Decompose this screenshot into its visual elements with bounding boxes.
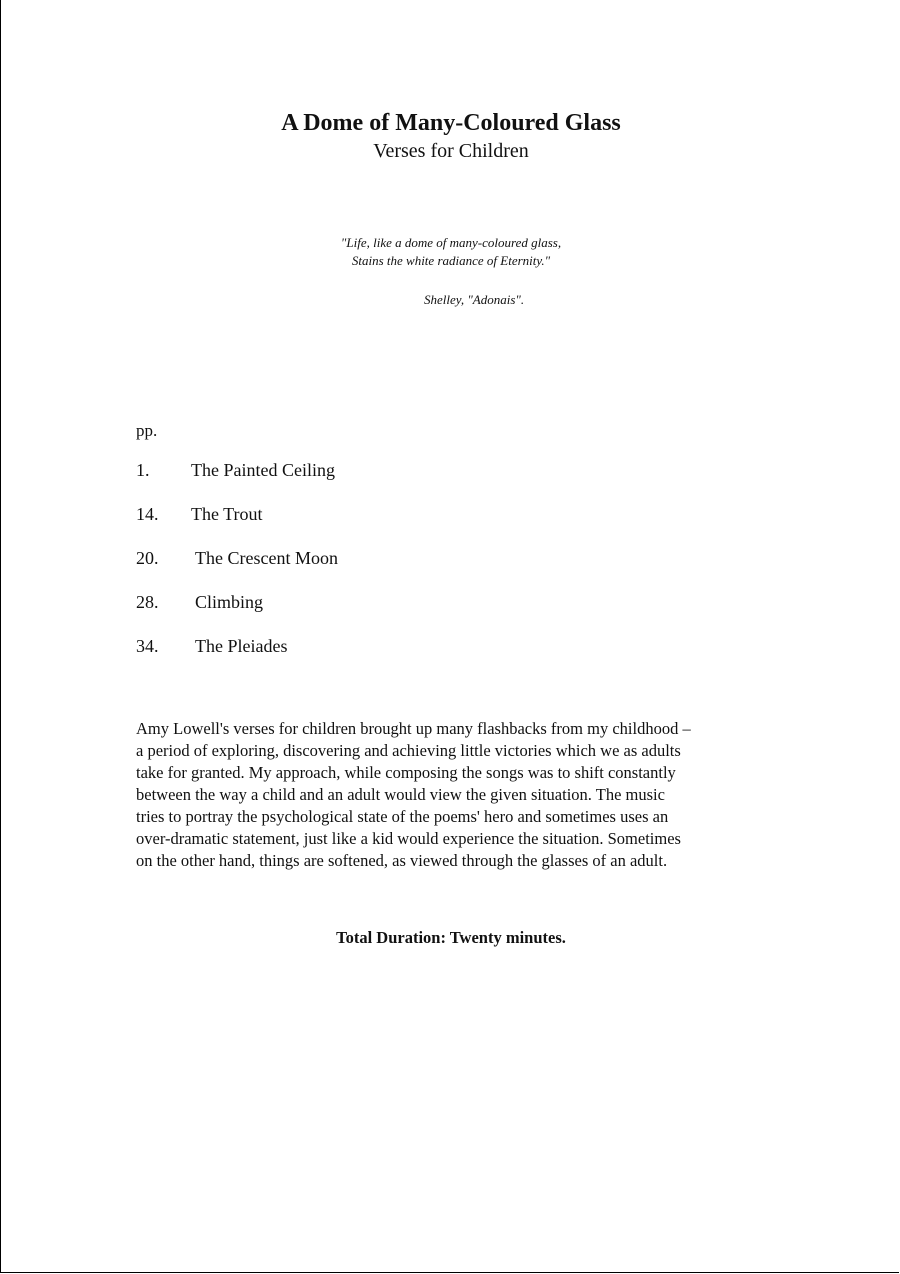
toc-page-number: 28.: [136, 592, 159, 612]
toc-entry: [136, 590, 636, 634]
toc-entry: [136, 458, 636, 502]
toc-title: The Painted Ceiling: [191, 460, 335, 480]
toc-title: The Pleiades: [195, 636, 288, 656]
toc-title: Climbing: [195, 592, 264, 612]
toc-title: The Trout: [191, 504, 263, 524]
description-line: between the way a child and an adult would view the given situation. The music: [136, 785, 665, 804]
epigraph-line: Stains the white radiance of Eternity.": [351, 253, 551, 268]
description-line: tries to portray the psychological state of the poems' hero and sometimes uses an: [136, 807, 669, 826]
table-of-contents: [136, 458, 636, 678]
epigraph-line: "Life, like a dome of many-coloured glass,: [340, 235, 562, 250]
page-title: A Dome of Many-Coloured Glass: [281, 110, 621, 136]
toc-page-number: 1.: [136, 460, 150, 480]
description-line: Amy Lowell's verses for children brought up many flashbacks from my childhood –: [136, 719, 691, 738]
description-line: a period of exploring, discovering and achieving little victories which we as adults: [136, 741, 681, 760]
description-line: on the other hand, things are softened, as viewed through the glasses of an adult.: [136, 851, 668, 870]
description-line: over-dramatic statement, just like a kid would experience the situation. Sometimes: [136, 829, 681, 848]
toc-title: The Crescent Moon: [195, 548, 338, 568]
description-paragraph: [136, 718, 776, 872]
contents-pages-label: pp.: [136, 421, 158, 440]
toc-page-number: 34.: [136, 636, 159, 656]
toc-page-number: 14.: [136, 504, 159, 524]
description-line: take for granted. My approach, while composing the songs was to shift constantly: [136, 763, 676, 782]
epigraph-quote: [1, 234, 900, 270]
epigraph-attribution: Shelley, "Adonais".: [424, 292, 525, 307]
toc-entry: [136, 546, 636, 590]
page-subtitle: Verses for Children: [373, 140, 529, 162]
toc-page-number: 20.: [136, 548, 159, 568]
toc-entry: [136, 634, 636, 678]
total-duration: Total Duration: Twenty minutes.: [336, 928, 566, 947]
toc-entry: [136, 502, 636, 546]
